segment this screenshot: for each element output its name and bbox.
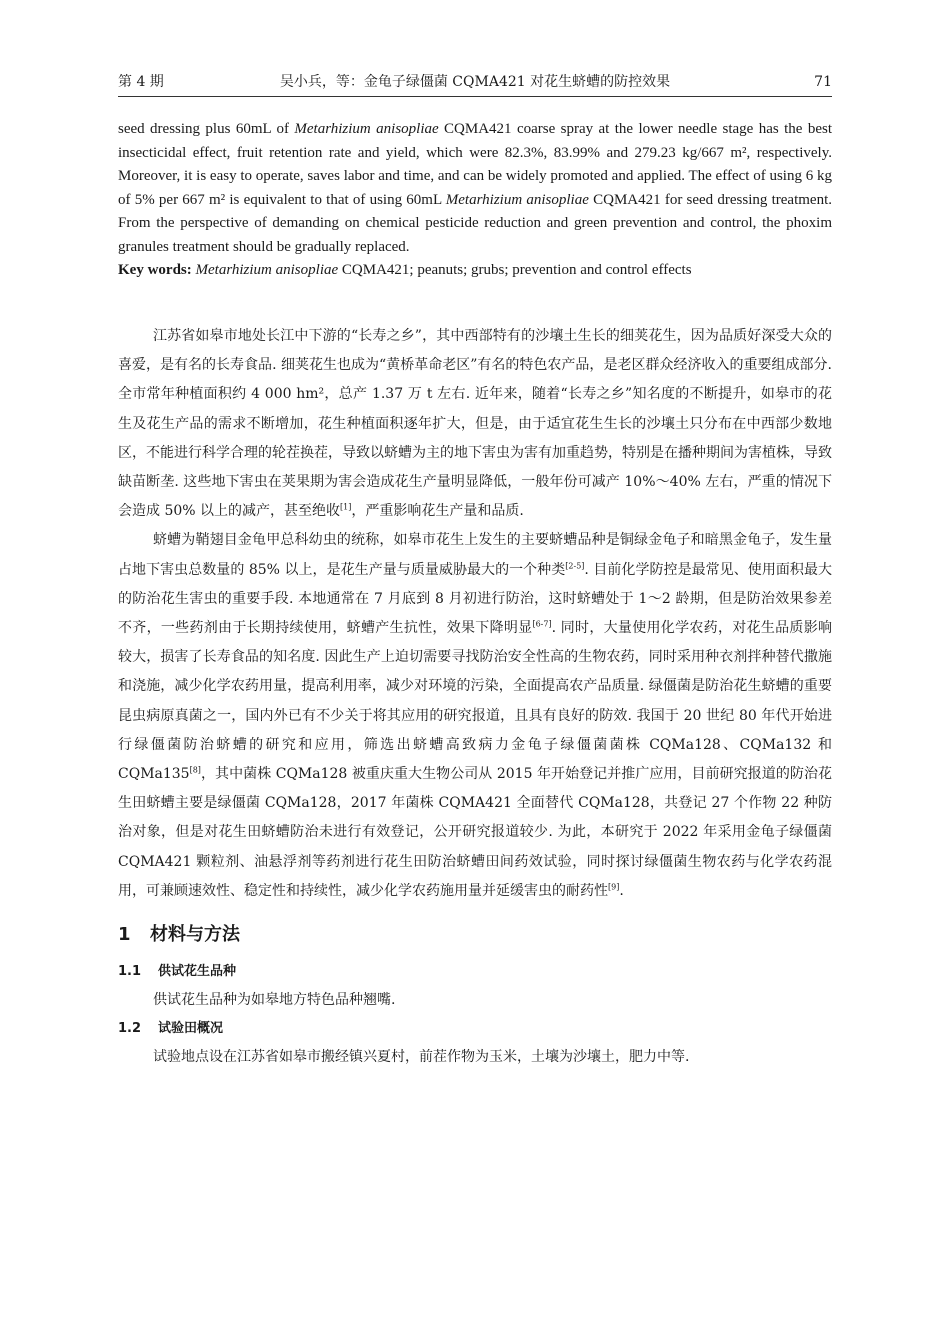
header-rule — [118, 96, 832, 97]
species-name: Metarhizium anisopliae — [294, 121, 439, 137]
paragraph-text: 江苏省如皋市地处长江中下游的“长寿之乡”，其中西部特有的沙壤土生长的细荚花生，因为品质好深受大众的喜爱，是有名的长寿食品. 细荚花生也成为“黄桥革命老区”有名的特色农产品，是老区群众经济收入的重要组成部分. 全市常年种植面积约 4 000 hm²，总产 1.37 万 t 左右. 近年来，随着“长寿之乡”知名度的不断提升，如皋市的花生及花生产品的需求不断增加，花生种植面积逐年扩大，但是，由于适宜花生生长的沙壤土只分布在中西部少数地区，不能进行科学合理的轮茬换茬，导致以蛴螬为主的地下害虫为害有加重趋势，特别是在播种期间为害植株，导致缺苗断垄. 这些地下害虫在荚果期为害会造成花生产量明显降低，一般年份可减产 10%～40% 左右，严重的情况下会造成 50% 以上的减产，甚至绝收 — [118, 328, 832, 520]
abstract-text: CQMA421 coarse spray at the lower needle stage has the best insecticidal effect, fruit retention rate and yield, which were 82.3%, 83.99% and 279.23 kg/667 m², respectively. Moreover, it is easy to operate, saves labor and time, and can be widely promoted and applied. The effect of using 6 kg of 5% per 667 m² is equivalent to that of using 60mL — [118, 121, 832, 208]
abstract-paragraph — [118, 118, 832, 259]
paragraph-text: ，其中菌株 CQMa128 被重庆重大生物公司从 2015 年开始登记并推广应用，目前研究报道的防治花生田蛴螬主要是绿僵菌 CQMa128，2017 年菌株 CQMA421 全面替代 CQMa128，共登记 27 个作物 22 种防治对象，但是对花生田蛴螬防治未进行有效登记，公开研究报道较少. 为此，本研究于 2022 年采用金龟子绿僵菌 CQMA421 颗粒剂、油悬浮剂等药剂进行花生田防治蛴螬田间药效试验，同时探讨绿僵菌生物农药与化学农药混用，可兼顾速效性、稳定性和持续性，减少化学农药施用量并延缓害虫的耐药性 — [118, 766, 832, 899]
body-text — [118, 322, 832, 1072]
citation: [1] — [340, 502, 352, 512]
citation: [9] — [608, 882, 620, 892]
species-name: Metarhizium anisopliae — [195, 262, 339, 278]
paragraph-1 — [118, 322, 832, 526]
subsection-heading — [118, 958, 832, 986]
paragraph-text: 蛴螬为鞘翅目金龟甲总科幼虫的统称，如皋市花生上发生的主要蛴螬品种是铜绿金龟子和暗黑金龟子，发生量占地下害虫总数量的 85% 以上，是花生产量与质量威胁最大的一个种类 — [118, 532, 832, 578]
abstract-text: seed dressing plus 60mL of — [118, 121, 295, 137]
subsection-title: 供试花生品种 — [158, 964, 237, 980]
section-title: 材料与方法 — [150, 924, 240, 946]
paragraph-text: . — [619, 882, 624, 899]
subsection-text: 试验地点设在江苏省如皋市搬经镇兴夏村，前茬作物为玉米，土壤为沙壤土，肥力中等. — [153, 1049, 690, 1066]
subsection-heading — [118, 1015, 832, 1043]
paragraph-2 — [118, 526, 832, 906]
section-heading — [118, 920, 832, 950]
subsection-number: 1.2 — [118, 1021, 142, 1037]
running-title: 吴小兵，等：金龟子绿僵菌 CQMA421 对花生蛴螬的防控效果 — [279, 74, 671, 90]
running-header — [118, 72, 832, 96]
subsection-text: 供试花生品种为如皋地方特色品种翘嘴. — [153, 992, 396, 1009]
english-abstract — [118, 118, 832, 283]
citation: [2-5] — [565, 560, 585, 570]
keywords-text: CQMA421; peanuts; grubs; prevention and control effects — [338, 262, 692, 278]
keywords-label: Key words: — [118, 262, 196, 278]
page-number: 71 — [814, 74, 832, 90]
section-number: 1 — [118, 924, 131, 946]
citation: [6-7] — [532, 619, 552, 629]
citation: [8] — [189, 765, 201, 775]
keywords — [118, 259, 832, 283]
issue-label: 第 4 期 — [118, 74, 164, 90]
species-name: Metarhizium anisopliae — [445, 191, 589, 208]
paragraph-text: . 目前化学防控是最常见、使用面积最大的防治花生害虫的重要手段. 本地通常在 7 月底到 8 月初进行防治，这时蛴螬处于 1～2 龄期，但是防治效果参差不齐，一些药剂由于长期持续使用，蛴螬产生抗性，效果下降明显 — [118, 561, 832, 637]
subsection-number: 1.1 — [118, 964, 142, 980]
abstract-text: CQMA421 for seed dressing treatment. From the perspective of demanding on chemical pesticide reduction and green prevention and control, the phoxim granules treatment should be gradually replaced. — [118, 191, 832, 255]
subsection-title: 试验田概况 — [158, 1021, 224, 1037]
paragraph-text: . 同时，大量使用化学农药，对花生品质影响较大，损害了长寿食品的知名度. 因此生产上迫切需要寻找防治安全性高的生物农药，同时采用种衣剂拌种替代撒施和浇施，减少化学农药用量，提高利用率，减少对环境的污染，全面提高农产品质量. 绿僵菌是防治花生蛴螬的重要昆虫病原真菌之一，国内外已有不少关于将其应用的研究报道，且具有良好的防效. 我国于 20 世纪 80 年代开始进行绿僵菌防治蛴螬的研究和应用，筛选出蛴螬高致病力金龟子绿僵菌菌株 CQMa128、CQMa132 和 CQMa135 — [118, 620, 833, 783]
paragraph-text: ，严重影响花生产量和品质. — [351, 503, 524, 520]
